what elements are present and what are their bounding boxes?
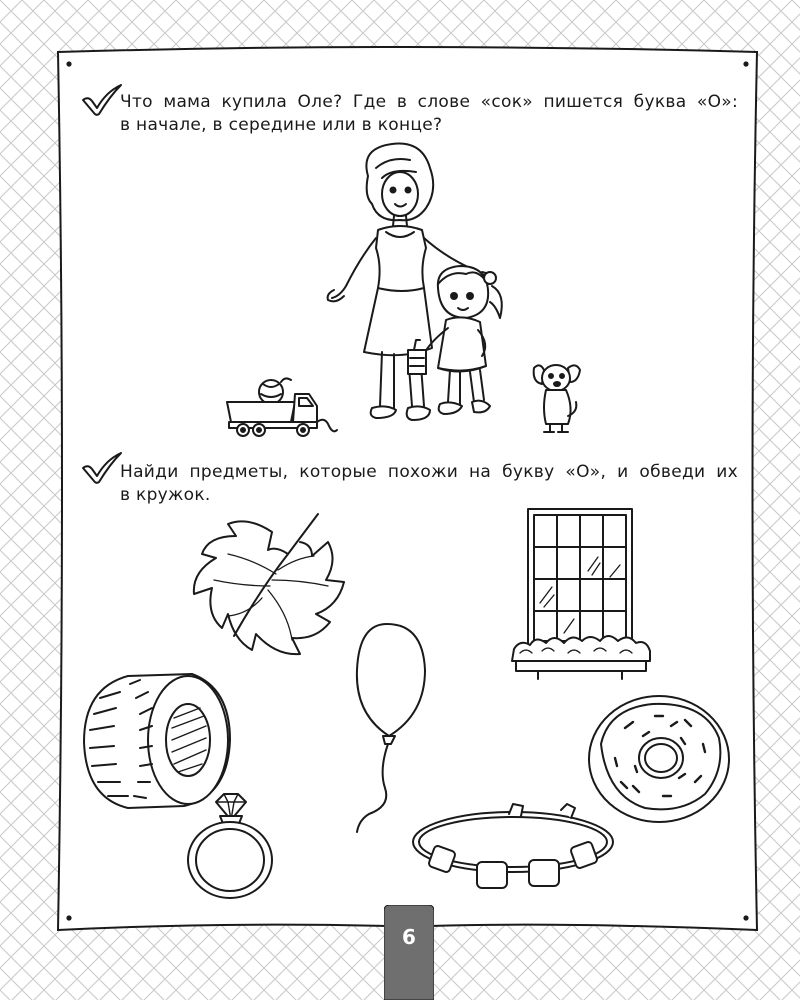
check-icon (80, 450, 124, 486)
task-2-text (120, 461, 738, 507)
ring-illustration (180, 790, 275, 905)
window-illustration (508, 503, 653, 683)
bracelet-illustration (405, 800, 620, 900)
toy-truck-illustration (225, 376, 340, 438)
task-2-line-2: в кружок. (120, 485, 211, 505)
page-number-tab (384, 905, 434, 1000)
page-number: 6 (402, 925, 416, 949)
task-2-line-1: Найди предметы, которые похожи на букву «О», и обведи их (120, 462, 738, 482)
mother-and-girl-illustration (320, 138, 525, 438)
task-1-line-1: Что мама купила Оле? Где в слове «сок» пишется буква «О»: (120, 92, 738, 112)
maple-leaf-illustration (188, 510, 348, 670)
task-1-line-2: в начале, в середине или в конце? (120, 115, 443, 135)
puppy-illustration (532, 360, 582, 435)
task-1-text (120, 91, 738, 137)
check-icon (80, 82, 124, 118)
